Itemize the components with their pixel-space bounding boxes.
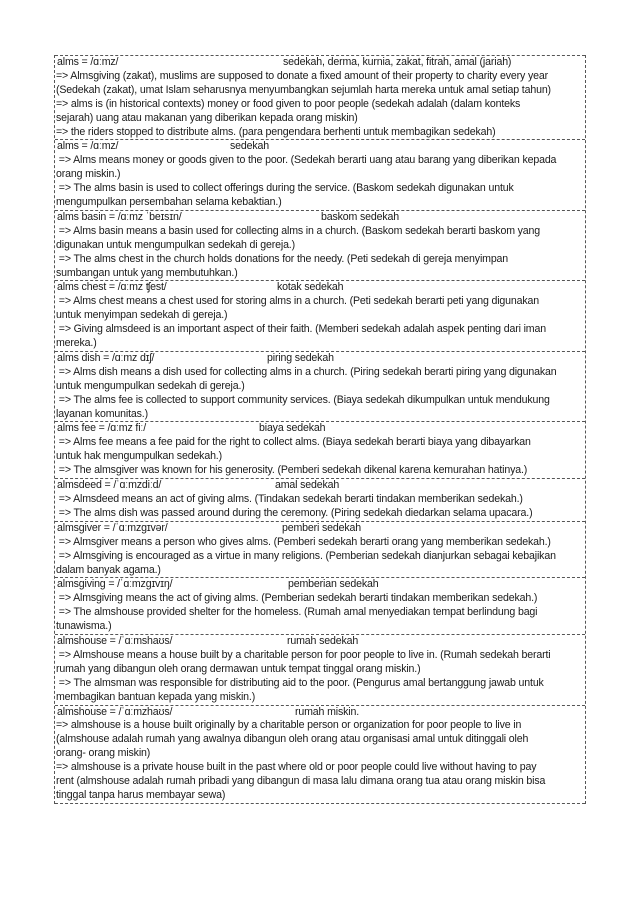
example-line: untuk hak mengumpulkan sedekah.) (56, 450, 222, 463)
example-line: => Almsdeed means an act of giving alms. (Tindakan sedekah berarti tindakan memberikan sedekah.) (56, 492, 523, 505)
example-line: sumbangan untuk yang membutuhkan.) (56, 266, 238, 279)
dictionary-entry (55, 421, 585, 478)
entry-header (56, 140, 585, 154)
translation: kotak sedekah (277, 281, 344, 294)
example-line: rumah yang dibangun oleh orang dermawan untuk tempat tinggal orang miskin.) (56, 662, 421, 675)
headword: alms = /ɑːmz/ (57, 56, 119, 68)
entry-header (56, 211, 585, 225)
dictionary-entry (55, 210, 585, 281)
example-line: => The almsman was responsible for distributing aid to the poor. (Pengurus amal bertanggung jawab untuk (56, 676, 544, 689)
example-line: untuk menyimpan sedekah di gereja.) (56, 309, 228, 322)
example-line: => the riders stopped to distribute alms. (para pengendara berhenti untuk membagikan sedekah) (56, 125, 496, 138)
example-line: => almshouse is a house built originally by a charitable person or organization for poor people to live in (56, 719, 522, 732)
example-line: (almshouse adalah rumah yang awalnya dibangun oleh orang atau organisasi amal untuk ditinggali oleh (56, 733, 529, 746)
dictionary-entry (55, 634, 585, 705)
example-line: => Alms means money or goods given to the poor. (Sedekah berarti uang atau barang yang diberikan kepada (56, 154, 557, 167)
example-line: rent (almshouse adalah rumah pribadi yang dibangun di masa lalu dimana orang tua atau orang miskin bisa (56, 775, 546, 788)
translation: rumah miskin. (295, 705, 359, 718)
example-line: layanan komunitas.) (56, 407, 148, 420)
headword: alms fee = /ɑːmz fiː/ (57, 422, 146, 435)
dictionary-entry (55, 705, 585, 804)
headword: alms = /ɑːmz/ (57, 140, 119, 153)
example-line: => alms is (in historical contexts) money or food given to poor people (sedekah adalah (dalam konteks (56, 97, 521, 110)
entry-header (56, 281, 585, 295)
example-line: sejarah) uang atau makanan yang diberikan kepada orang miskin) (56, 111, 358, 124)
example-line: tinggal tanpa harus membayar sewa) (56, 788, 226, 801)
entry-header (56, 635, 585, 649)
example-line: => Almsgiver means a person who gives alms. (Pemberi sedekah berarti orang yang memberikan sedekah.) (56, 535, 551, 548)
example-line: membagikan bantuan kepada yang miskin.) (56, 690, 256, 703)
example-line: digunakan untuk mengumpulkan sedekah di gereja.) (56, 238, 295, 251)
translation: pemberian sedekah (288, 578, 379, 591)
example-line: orang miskin.) (56, 168, 121, 181)
translation: amal sedekah (275, 479, 340, 492)
dictionary-entry (55, 478, 585, 521)
headword: almshouse = /ˈɑːmzhaʊs/ (57, 705, 173, 718)
example-line: dalam banyak agama.) (56, 563, 161, 576)
entry-header (56, 56, 585, 70)
entry-header (56, 422, 585, 436)
entry-header (56, 522, 585, 536)
example-line: mengumpulkan persembahan selama kebaktian.) (56, 196, 282, 209)
translation: biaya sedekah (259, 422, 326, 435)
entry-header (56, 578, 585, 592)
example-line: => Alms fee means a fee paid for the right to collect alms. (Biaya sedekah berarti biaya yang dibayarkan (56, 436, 531, 449)
translation: baskom sedekah (321, 210, 399, 223)
dictionary-entry (55, 351, 585, 422)
example-line: => The alms chest in the church holds donations for the needy. (Peti sedekah di gereja menyimpan (56, 252, 509, 265)
example-line: => Alms dish means a dish used for collecting alms in a church. (Piring sedekah berarti piring yang digunakan (56, 365, 557, 378)
example-line: untuk mengumpulkan sedekah di gereja.) (56, 379, 245, 392)
example-line: => Almsgiving is encouraged as a virtue in many religions. (Pemberian sedekah dianjurkan sebagai kebajikan (56, 549, 556, 562)
translation: rumah sedekah (287, 635, 359, 648)
headword: alms dish = /ɑːmz dɪʃ/ (57, 351, 155, 364)
headword: alms chest = /ɑːmz ʧest/ (57, 281, 167, 294)
entry-header (56, 352, 585, 366)
dictionary-entry (55, 55, 585, 139)
example-line: orang- orang miskin) (56, 747, 151, 760)
example-line: => The alms fee is collected to support community services. (Biaya sedekah dikumpulkan untuk mendukung (56, 393, 550, 406)
example-line: => Almsgiving (zakat), muslims are supposed to donate a fixed amount of their property to charity every year (56, 69, 548, 82)
example-line: => The alms dish was passed around during the ceremony. (Piring sedekah diedarkan selama upacara.) (56, 506, 533, 519)
example-line: => Alms basin means a basin used for collecting alms in a church. (Baskom sedekah berarti baskom yang (56, 224, 541, 237)
example-line: => Alms chest means a chest used for storing alms in a church. (Peti sedekah berarti peti yang digunakan (56, 295, 540, 308)
dictionary-entry (55, 521, 585, 578)
dictionary-document (54, 55, 586, 804)
example-line: => Giving almsdeed is an important aspect of their faith. (Memberi sedekah adalah aspek penting dari iman (56, 323, 546, 336)
example-line: mereka.) (56, 337, 97, 350)
translation: sedekah (230, 140, 270, 153)
dictionary-entry (55, 139, 585, 210)
entry-header (56, 479, 585, 493)
headword: almsgiver = /ˈɑːmzgɪvər/ (57, 521, 168, 534)
headword: almsgiving = /ˈɑːmzgɪvɪŋ/ (57, 578, 173, 591)
dictionary-entry (55, 577, 585, 634)
example-line: (Sedekah (zakat), umat Islam seharusnya menyumbangkan sejumlah harta mereka untuk amal setiap tahun) (56, 83, 551, 96)
translation: sedekah, derma, kurnia, zakat, fitrah, amal (jariah) (283, 56, 512, 68)
headword: almsdeed = /ˈɑːmzdiːd/ (57, 479, 162, 492)
example-line: tunawisma.) (56, 620, 112, 633)
example-line: => Almshouse means a house built by a charitable person for poor people to live in. (Rumah sedekah berarti (56, 648, 551, 661)
example-line: => Almsgiving means the act of giving alms. (Pemberian sedekah berarti tindakan memberikan sedekah.) (56, 592, 538, 605)
dictionary-entry (55, 280, 585, 351)
example-line: => almshouse is a private house built in the past where old or poor people could live without having to pay (56, 761, 537, 774)
example-line: => The alms basin is used to collect offerings during the service. (Baskom sedekah digunakan untuk (56, 182, 514, 195)
translation: piring sedekah (267, 351, 334, 364)
headword: almshouse = /ˈɑːmshaʊs/ (57, 635, 173, 648)
translation: pemberi sedekah (282, 521, 362, 534)
example-line: => The almshouse provided shelter for the homeless. (Rumah amal menyediakan tempat berlindung bagi (56, 606, 538, 619)
entry-header (56, 706, 585, 720)
headword: alms basin = /ɑːmz ˈbeɪsɪn/ (57, 210, 182, 223)
example-line: => The almsgiver was known for his generosity. (Pemberi sedekah dikenal karena kemurahan hatinya.) (56, 464, 528, 477)
